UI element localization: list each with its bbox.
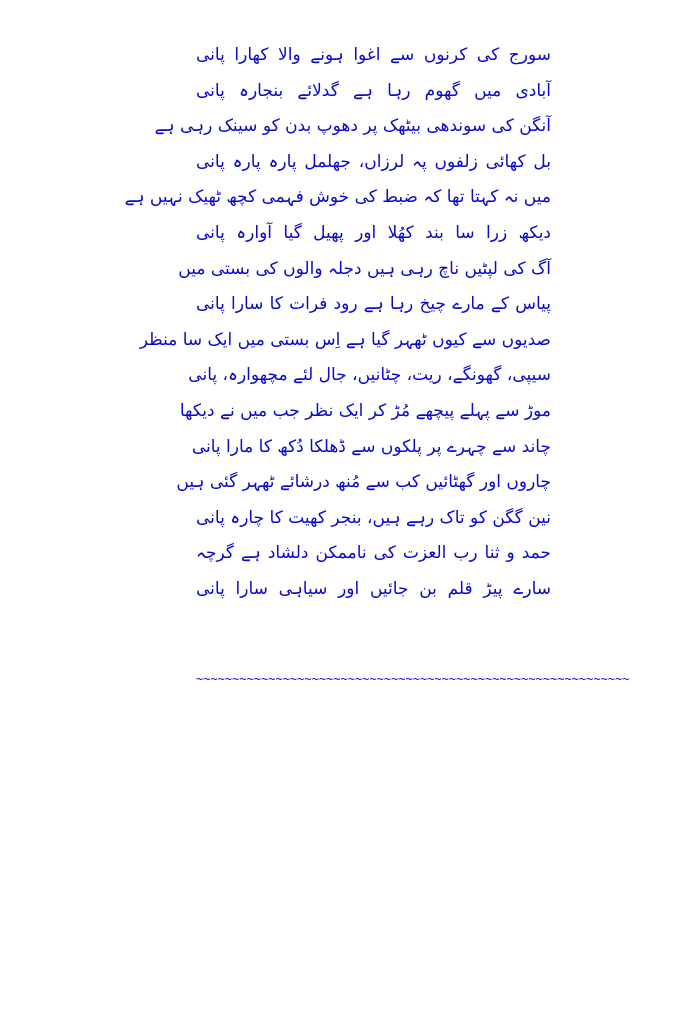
- verse-line: دیکھ زرا سا بند کھُلا اور پھیل گیا آوارہ پانی: [196, 222, 551, 243]
- verse-line: سورج کی کرنوں سے اغوا ہونے والا کھارا پانی: [196, 45, 551, 65]
- verse-line: نین گگن کو تاک رہے ہیں، بنجر کھیت کا چارہ پانی: [196, 507, 551, 528]
- verse-line: موڑ سے پہلے پیچھے مُڑ کر ایک نظر جب میں نے دیکھا: [179, 400, 551, 421]
- verse-line: چاند سے چہرے پر پلکوں سے ڈھلکا دُکھ کا مارا پانی: [191, 436, 551, 457]
- verse-line: آنگن کی سوندھی بیٹھک پر دھوپ بدن کو سینک رہی ہے: [154, 116, 551, 137]
- verse-line: چاروں اور گھٹائیں کب سے مُنھ درشائے ٹھہر گئی ہیں: [176, 472, 551, 493]
- verse-line: سارے پیڑ قلم بن جائیں اور سیاہی سارا پانی: [196, 578, 551, 599]
- tilde-divider: ~~~~~~~~~~~~~~~~~~~~~~~~~~~~~~~~~~~~~~~~~~~~~~~~~~~~~~~~~~~~: [196, 672, 630, 686]
- verse-line: بل کھائی زلفوں پہ لرزاں، جھلمل پارہ پارہ پانی: [196, 151, 551, 172]
- poem-text: [124, 38, 551, 608]
- verse-line: پیاس کے مارے چیخ رہا ہے رود فرات کا سارا پانی: [196, 294, 551, 315]
- verse-line: حمد و ثنا رب العزت کی ناممکن دلشاد ہے گرچہ: [196, 543, 551, 564]
- verse-line: آبادی میں گھوم رہا ہے گدلائے بنجارہ پانی: [196, 80, 551, 101]
- verse-line: میں نہ کہتا تھا کہ ضبط کی خوش فہمی کچھ ٹھیک نہیں ہے: [124, 187, 551, 208]
- verse-line: صدیوں سے کیوں ٹھہر گیا ہے اِس بستی میں ایک سا منظر: [139, 329, 551, 350]
- verse-line: سیپی، گھونگے، ریت، چٹانیں، جال لئے مچھوارہ، پانی: [188, 365, 551, 386]
- verse-line: آگ کی لپٹیں ناچ رہی ہیں دجلہ والوں کی بستی میں: [178, 258, 551, 279]
